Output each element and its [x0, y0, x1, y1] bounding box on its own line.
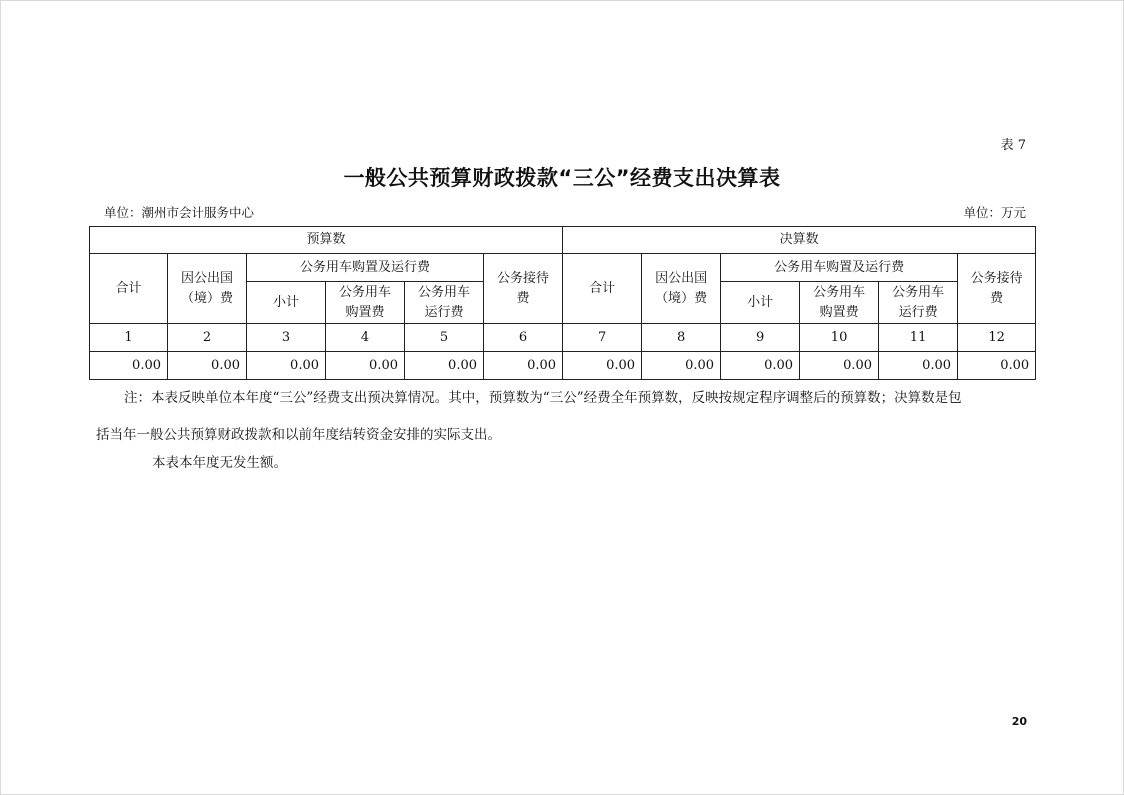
value-cell: 0.00	[642, 352, 721, 380]
column-index: 8	[642, 324, 721, 352]
document-title: 一般公共预算财政拨款“三公”经费支出决算表	[343, 166, 781, 190]
budget-header: 预算数	[90, 227, 563, 254]
header-row-categories	[90, 254, 1036, 282]
final-operation-header: 公务用车 运行费	[879, 282, 958, 324]
value-cell: 0.00	[563, 352, 642, 380]
budget-reception-header: 公务接待 费	[484, 254, 563, 324]
final-purchase-header: 公务用车 购置费	[800, 282, 879, 324]
budget-total-header: 合计	[90, 254, 168, 324]
three-public-expense-table	[89, 226, 1036, 380]
final-travel-header: 因公出国 （境）费	[642, 254, 721, 324]
value-cell: 0.00	[90, 352, 168, 380]
column-index: 10	[800, 324, 879, 352]
column-index: 5	[405, 324, 484, 352]
budget-vehicle-group-header: 公务用车购置及运行费	[247, 254, 484, 282]
reporting-unit: 单位：潮州市会计服务中心	[104, 205, 255, 220]
final-header: 决算数	[563, 227, 1036, 254]
table-number: 表 7	[1000, 138, 1026, 153]
column-index: 6	[484, 324, 563, 352]
final-reception-header: 公务接待 费	[958, 254, 1036, 324]
final-total-header: 合计	[563, 254, 642, 324]
header-row-group	[90, 227, 1036, 254]
value-cell: 0.00	[879, 352, 958, 380]
note-line: 注：本表反映单位本年度“三公”经费支出预决算情况。其中，预算数为“三公”经费全年预算数，反映按规定程序调整后的预算数；决算数是包	[124, 390, 962, 406]
column-index: 9	[721, 324, 800, 352]
column-index: 3	[247, 324, 326, 352]
value-cell: 0.00	[405, 352, 484, 380]
value-cell: 0.00	[168, 352, 247, 380]
note-line: 括当年一般公共预算财政拨款和以前年度结转资金安排的实际支出。	[96, 427, 501, 443]
budget-operation-header: 公务用车 运行费	[405, 282, 484, 324]
budget-travel-header: 因公出国 （境）费	[168, 254, 247, 324]
value-cell: 0.00	[800, 352, 879, 380]
value-row	[90, 352, 1036, 380]
no-amount-statement: 本表本年度无发生额。	[152, 455, 287, 471]
final-vehicle-group-header: 公务用车购置及运行费	[721, 254, 958, 282]
page-number: 20	[1011, 715, 1027, 728]
table-note	[96, 380, 1030, 454]
column-index: 4	[326, 324, 405, 352]
column-index: 12	[958, 324, 1036, 352]
budget-subtotal-header: 小计	[247, 282, 326, 324]
final-subtotal-header: 小计	[721, 282, 800, 324]
column-index: 2	[168, 324, 247, 352]
currency-unit: 单位：万元	[963, 205, 1026, 220]
column-index-row	[90, 324, 1036, 352]
column-index: 7	[563, 324, 642, 352]
value-cell: 0.00	[721, 352, 800, 380]
budget-purchase-header: 公务用车 购置费	[326, 282, 405, 324]
value-cell: 0.00	[484, 352, 563, 380]
column-index: 1	[90, 324, 168, 352]
value-cell: 0.00	[247, 352, 326, 380]
column-index: 11	[879, 324, 958, 352]
value-cell: 0.00	[326, 352, 405, 380]
value-cell: 0.00	[958, 352, 1036, 380]
